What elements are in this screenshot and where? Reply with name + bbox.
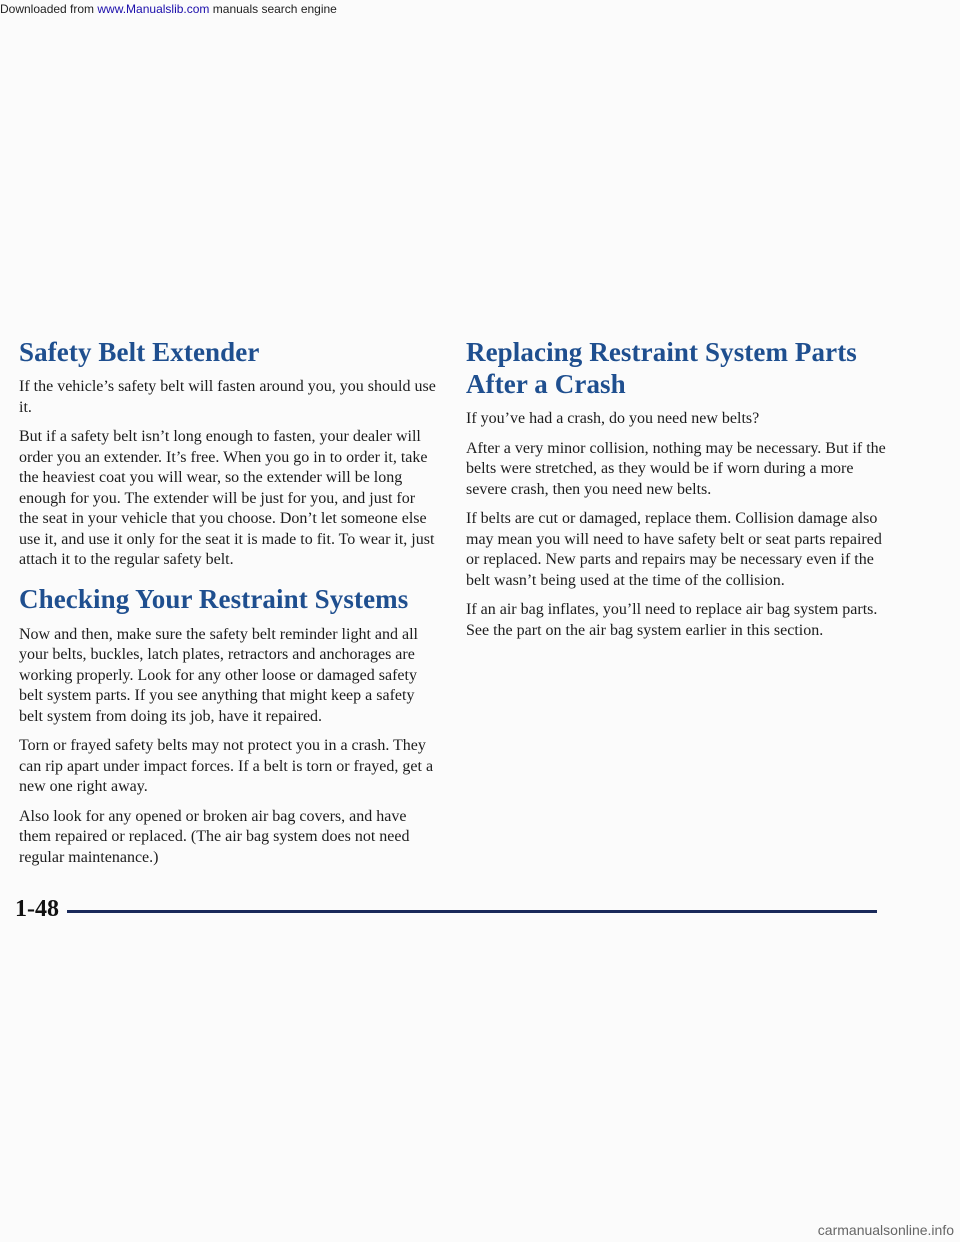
checking-paragraph-3: Also look for any opened or broken air bag covers, and have them repaired or replaced. (The air bag system does not need regular maintenance.) <box>19 807 410 866</box>
safety-belt-extender-heading: Safety Belt Extender <box>19 337 260 367</box>
checking-paragraph-1: Now and then, make sure the safety belt reminder light and all your belts, buckles, latch plates, retractors and anchorages are working properly. Look for any other loose or damaged safety belt system parts. If you see anything that might keep a safety belt system from doing its job, have it repaired. <box>19 625 418 725</box>
replace-paragraph-1: If you’ve had a crash, do you need new belts? <box>466 410 760 427</box>
download-banner <box>0 0 960 18</box>
checking-restraint-heading: Checking Your Restraint Systems <box>19 583 409 614</box>
page-number: 1-48 <box>15 896 59 922</box>
right-column <box>466 336 886 641</box>
left-column <box>19 336 437 868</box>
safety-paragraph-2: But if a safety belt isn’t long enough to fasten, your dealer will order you an extender. It’s free. When you go in to order it, take the heaviest coat you will wear, so the extender will be long enough for you. The extender will be just for you, and just for the seat in your vehicle that you choose. Don’t let someone else use it, and use it only for the seat it is made to fit. To wear it, just attach it to the regular safety belt. <box>19 428 435 568</box>
footer-rule <box>67 910 877 913</box>
banner-suffix: manuals search engine <box>209 2 337 16</box>
manualslib-link[interactable]: www.Manualslib.com <box>97 2 210 16</box>
replacing-parts-heading: Replacing Restraint System Parts After a Crash <box>466 337 857 399</box>
replace-paragraph-4: If an air bag inflates, you’ll need to replace air bag system parts. See the part on the air bag system earlier in this section. <box>466 601 878 639</box>
checking-paragraph-2: Torn or frayed safety belts may not protect you in a crash. They can rip apart under impact forces. If a belt is torn or frayed, get a new one right away. <box>19 737 434 795</box>
replace-paragraph-2: After a very minor collision, nothing may be necessary. But if the belts were stretched, as they would be if worn during a more severe crash, then you need new belts. <box>466 439 886 498</box>
replace-paragraph-3: If belts are cut or damaged, replace them. Collision damage also may mean you will need to have safety belt or seat parts repaired or replaced. New parts and repairs may be necessary even if the belt wasn’t being used at the time of the collision. <box>466 510 882 589</box>
watermark: carmanualsonline.info <box>817 1222 954 1238</box>
page-footer <box>15 890 877 930</box>
banner-prefix: Downloaded from <box>0 2 98 16</box>
safety-paragraph-1: If the vehicle’s safety belt will fasten around you, you should use it. <box>19 378 436 416</box>
